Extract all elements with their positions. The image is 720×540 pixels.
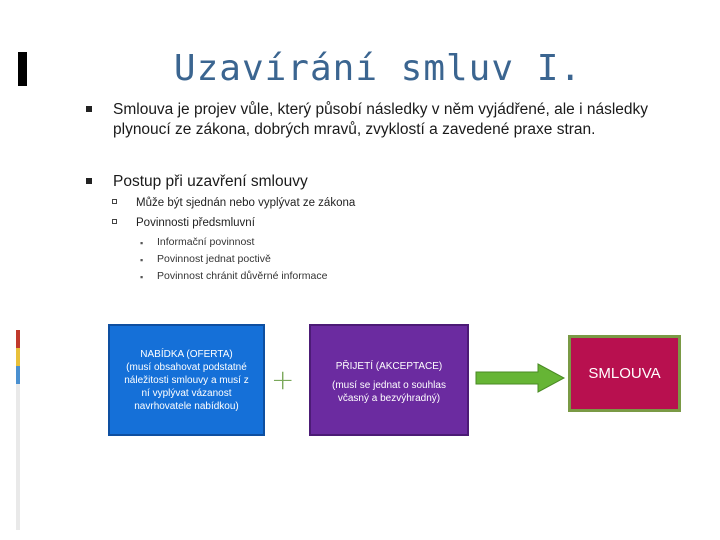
right-arrow-icon xyxy=(474,362,566,394)
offer-line: ní vyplývat vázanost xyxy=(141,388,232,399)
sub-sub-bullet-text: Informační povinnost xyxy=(157,236,255,248)
bullet-text: Postup při uzavření smlouvy xyxy=(113,173,308,190)
hollow-square-bullet-icon xyxy=(112,219,117,224)
sub-bullet-text: Povinnosti předsmluvní xyxy=(136,217,255,229)
offer-line: navrhovatele nabídkou) xyxy=(134,401,239,412)
dot-bullet-icon: ▪ xyxy=(140,272,144,282)
dot-bullet-icon: ▪ xyxy=(140,255,144,265)
acceptance-line: (musí se jednat o souhlas xyxy=(332,380,446,391)
dot-bullet-icon: ▪ xyxy=(140,238,144,248)
square-bullet-icon xyxy=(86,178,92,184)
contract-box: SMLOUVA xyxy=(568,335,681,412)
acceptance-line: včasný a bezvýhradný) xyxy=(337,393,441,404)
sub-bullet-text: Může být sjednán nebo vyplývat ze zákona xyxy=(136,197,356,209)
plus-sign: + xyxy=(271,363,295,396)
offer-title: NABÍDKA (OFERTA) xyxy=(140,349,233,360)
offer-line: (musí obsahovat podstatné xyxy=(126,362,247,373)
offer-line: náležitosti smlouvy a musí z xyxy=(124,375,249,386)
sub-sub-bullet-text: Povinnost jednat poctivě xyxy=(157,253,271,265)
slide-title: Uzavírání smluv I. xyxy=(173,48,583,89)
hollow-square-bullet-icon xyxy=(112,199,117,204)
offer-box xyxy=(108,324,265,436)
acceptance-box xyxy=(309,324,469,436)
acceptance-title: PŘIJETÍ (AKCEPTACE) xyxy=(335,361,443,372)
bullet-text: Smlouva je projev vůle, který působí následky v něm vyjádřené, ale i následky plynoucí ze zákona, dobrých mravů, zvyklostí a zavedené praxe stran. xyxy=(113,101,649,138)
left-decorative-rule xyxy=(16,330,20,530)
sub-sub-bullet-text: Povinnost chránit důvěrné informace xyxy=(157,270,328,282)
square-bullet-icon xyxy=(86,106,92,112)
